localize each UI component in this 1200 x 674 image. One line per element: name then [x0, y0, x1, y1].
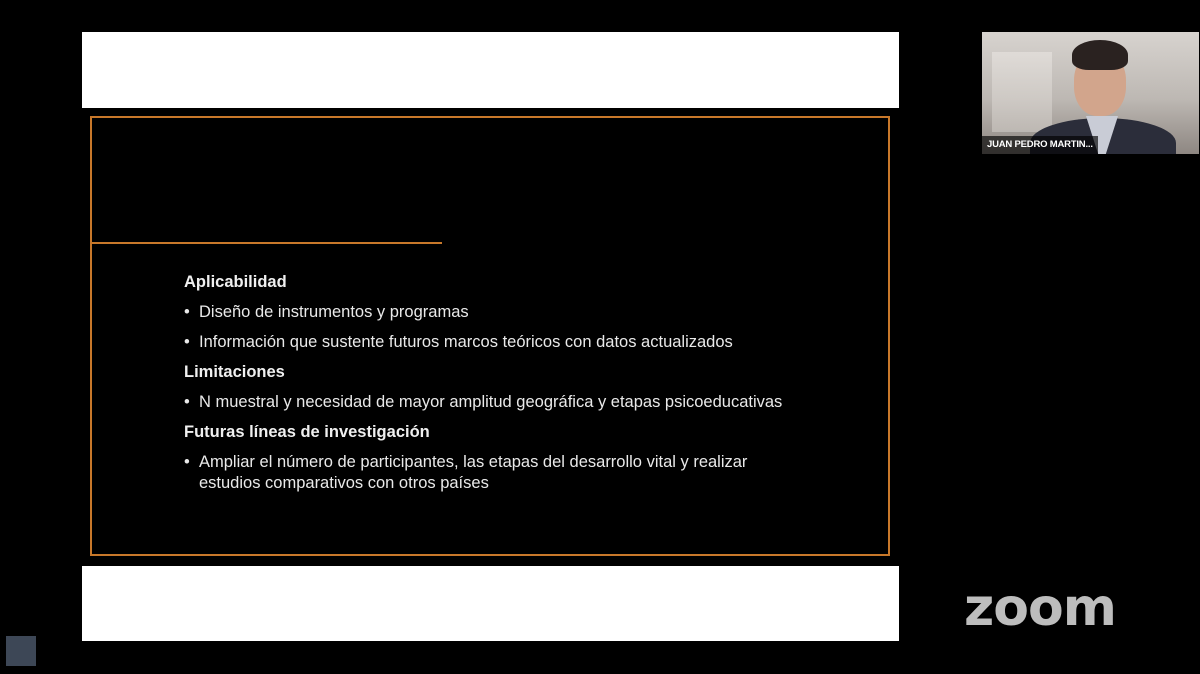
bullet-item: • N muestral y necesidad de mayor amplitud geográfica y etapas psicoeducativas — [184, 392, 784, 413]
bullet-list-limitaciones — [184, 392, 784, 413]
slide-bottom-band — [82, 566, 899, 641]
shared-screen-slide — [82, 32, 899, 641]
corner-thumbnail[interactable] — [6, 636, 36, 666]
section-heading-futuras-lineas: Futuras líneas de investigación — [184, 423, 430, 441]
participant-hair — [1072, 40, 1128, 70]
zoom-logo: zoom — [964, 578, 1116, 638]
bullet-item: • Ampliar el número de participantes, las etapas del desarrollo vital y realizar estudios comparativos con otros países — [184, 452, 784, 494]
slide-content — [184, 272, 784, 503]
participant-video-tile[interactable] — [982, 32, 1199, 154]
section-heading-aplicabilidad: Aplicabilidad — [184, 273, 287, 291]
participant-name-label: JUAN PEDRO MARTIN... — [982, 136, 1098, 154]
slide-accent-line — [90, 242, 442, 244]
bullet-item: • Información que sustente futuros marcos teóricos con datos actualizados — [184, 332, 784, 353]
section-heading-limitaciones: Limitaciones — [184, 363, 285, 381]
video-background — [992, 52, 1052, 132]
bullet-list-aplicabilidad — [184, 302, 784, 353]
bullet-item: • Diseño de instrumentos y programas — [184, 302, 784, 323]
slide-top-band — [82, 32, 899, 108]
bullet-list-futuras-lineas — [184, 452, 784, 494]
